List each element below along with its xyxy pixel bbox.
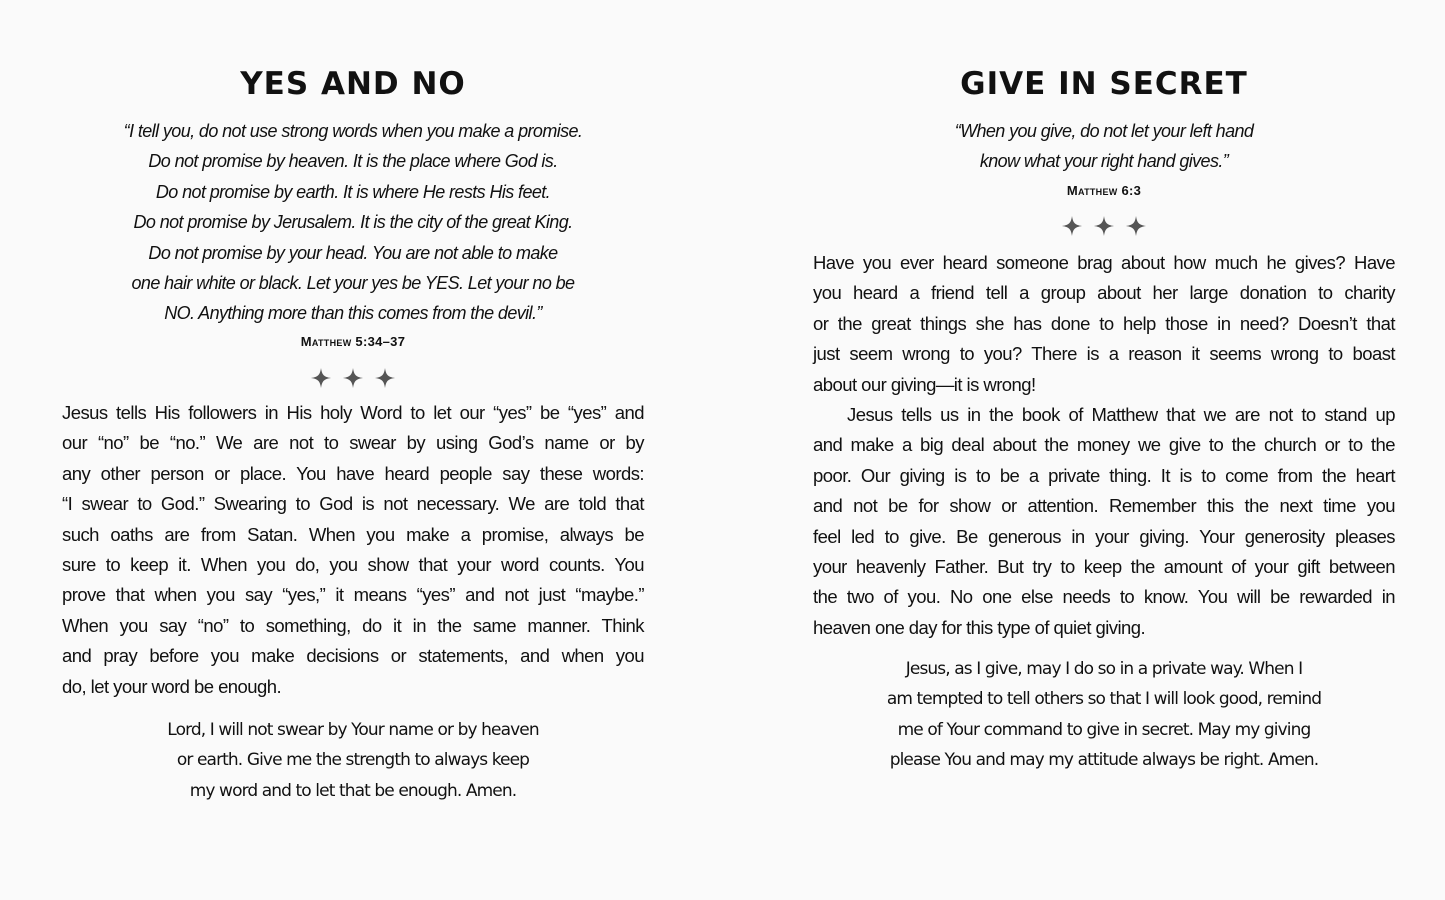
prayer-line: my word and to let that be enough. Amen.	[189, 780, 517, 801]
scripture-quote	[813, 116, 1395, 177]
prayer	[62, 715, 644, 806]
star-divider	[62, 366, 644, 390]
body-line: When you say “no” to something, do it in the same manner. Think	[62, 614, 644, 636]
devotional-body	[62, 398, 644, 702]
quote-line: know what your right hand gives.”	[979, 151, 1229, 172]
prayer-line: please You and may my attitude always be right. Amen.	[889, 750, 1319, 771]
body-line: and not be for show or attention. Remember this the next time you	[813, 495, 1395, 517]
quote-line: NO. Anything more than this comes from the devil.”	[164, 303, 542, 324]
scripture-reference: Matthew 6:3	[1066, 183, 1142, 198]
body-line: Have you ever heard someone brag about how much he gives? Have	[813, 252, 1395, 273]
body-line: feel led to give. Be generous in your giving. Your generosity pleases	[813, 525, 1395, 547]
prayer	[813, 654, 1395, 776]
body-line: do, let your word be enough.	[62, 675, 282, 697]
body-line: about our giving—it is wrong!	[813, 373, 1036, 395]
star-icon	[1092, 214, 1116, 238]
scripture-reference: Matthew 5:34–37	[300, 334, 406, 349]
body-line: our “no” be “no.” We are not to swear by using God’s name or by	[62, 432, 644, 454]
page-title: GIVE IN SECRET	[960, 66, 1248, 102]
body-line: heaven one day for this type of quiet giving.	[813, 616, 1146, 638]
quote-line: one hair white or black. Let your yes be YES. Let your no be	[131, 273, 575, 294]
body-line: “I swear to God.” Swearing to God is not necessary. We are told that	[62, 493, 644, 515]
page-title: YES AND NO	[240, 66, 466, 102]
body-line: prove that when you say “yes,” it means “yes” and not just “maybe.”	[62, 584, 644, 606]
quote-line: Do not promise by Jerusalem. It is the city of the great King.	[133, 212, 573, 233]
body-line: you heard a friend tell a group about her large donation to charity	[813, 282, 1395, 304]
right-page	[813, 0, 1395, 900]
prayer-line: me of Your command to give in secret. May my giving	[897, 719, 1311, 740]
body-line: your heavenly Father. But try to keep the amount of your gift between	[813, 556, 1395, 578]
body-line: and make a big deal about the money we give to the church or to the	[813, 434, 1395, 456]
quote-line: Do not promise by earth. It is where He rests His feet.	[155, 181, 551, 202]
body-line: or the great things she has done to help those in need? Doesn’t that	[813, 312, 1395, 334]
scripture-quote	[62, 116, 644, 329]
star-icon	[341, 366, 365, 390]
quote-line: “When you give, do not let your left hand	[954, 121, 1254, 141]
prayer-line: Lord, I will not swear by Your name or by heaven	[167, 720, 539, 740]
body-line: poor. Our giving is to be a private thing. It is to come from the heart	[813, 464, 1395, 486]
prayer-line: or earth. Give me the strength to always keep	[176, 750, 530, 771]
quote-line: “I tell you, do not use strong words when you make a promise.	[123, 121, 583, 141]
star-icon	[1124, 214, 1148, 238]
prayer-line: am tempted to tell others so that I will look good, remind	[886, 689, 1322, 710]
body-line: Jesus tells His followers in His holy Word to let our “yes” be “yes” and	[62, 402, 644, 423]
star-icon	[1060, 214, 1084, 238]
star-icon	[309, 366, 333, 390]
quote-line: Do not promise by your head. You are not able to make	[148, 242, 558, 263]
star-divider	[813, 214, 1395, 238]
body-line: the two of you. No one else needs to know. You will be rewarded in	[813, 586, 1395, 608]
prayer-line: Jesus, as I give, may I do so in a private way. When I	[905, 659, 1303, 679]
star-icon	[373, 366, 397, 390]
body-line: and pray before you make decisions or statements, and when you	[62, 645, 644, 667]
body-line: sure to keep it. When you do, you show that your word counts. You	[62, 554, 644, 576]
body-line: just seem wrong to you? There is a reason it seems wrong to boast	[813, 343, 1395, 365]
body-line: Jesus tells us in the book of Matthew that we are not to stand up	[847, 404, 1395, 426]
devotional-body	[813, 248, 1395, 643]
body-line: such oaths are from Satan. When you make a promise, always be	[62, 523, 644, 545]
quote-line: Do not promise by heaven. It is the place where God is.	[148, 151, 558, 172]
body-line: any other person or place. You have heard people say these words:	[62, 462, 644, 484]
left-page	[62, 0, 644, 900]
